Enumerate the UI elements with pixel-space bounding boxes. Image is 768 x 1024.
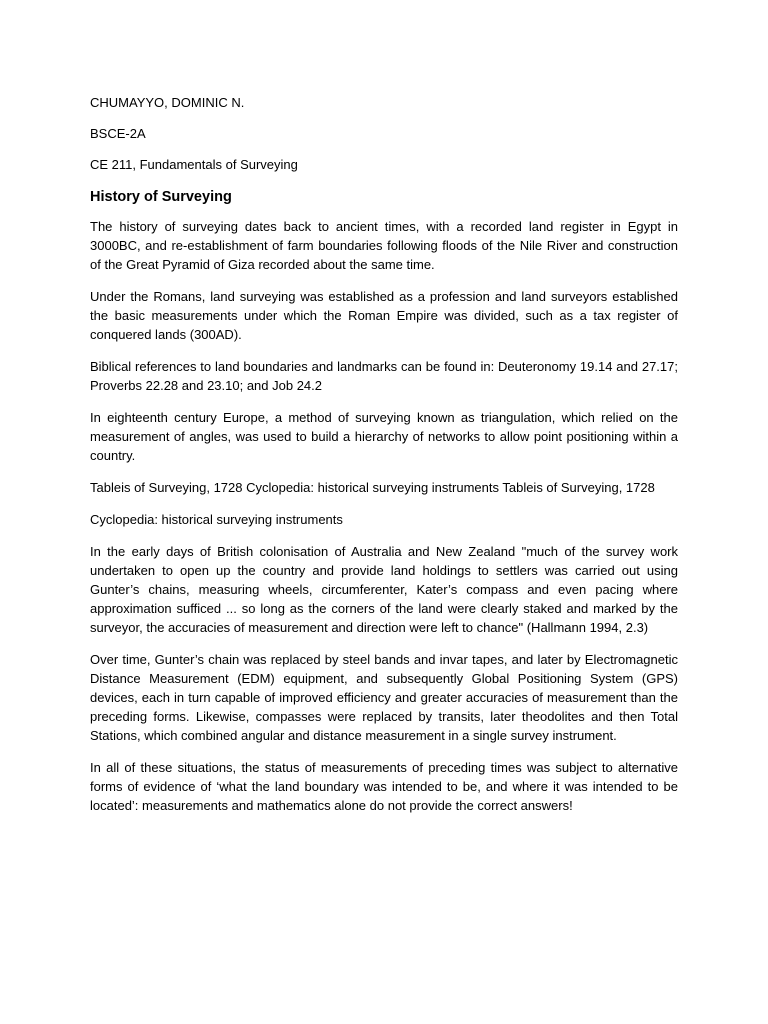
document-title: History of Surveying bbox=[90, 189, 232, 205]
paragraph: In eighteenth century Europe, a method of surveying known as triangulation, which relied on the measurement of angles, was used to build a hierarchy of networks to allow point positioning within a country. bbox=[90, 410, 678, 463]
author-name: CHUMAYYO, DOMINIC N. bbox=[90, 95, 245, 110]
paragraph: Cyclopedia: historical surveying instruments bbox=[90, 512, 343, 527]
paragraph: Tableis of Surveying, 1728 Cyclopedia: historical surveying instruments Tableis of Surveying, 1728 bbox=[90, 480, 655, 495]
paragraph: Over time, Gunter’s chain was replaced by steel bands and invar tapes, and later by Electromagnetic Distance Measurement (EDM) equipment, and subsequently Global Positioning System (GPS) devices, each in turn capable of improved efficiency and greater accuracies of measurement than the preceding forms. Likewise, compasses were replaced by transits, later theodolites and then Total Stations, which combined angular and distance measurement in a single survey instrument. bbox=[90, 652, 678, 743]
section-label: BSCE-2A bbox=[90, 126, 146, 141]
paragraph: In all of these situations, the status of measurements of preceding times was subject to alternative forms of evidence of ‘what the land boundary was intended to be, and where it was intended to be located’: measurements and mathematics alone do not provide the correct answers! bbox=[90, 760, 678, 813]
course-label: CE 211, Fundamentals of Surveying bbox=[90, 157, 298, 172]
paragraph: The history of surveying dates back to ancient times, with a recorded land register in Egypt in 3000BC, and re-establishment of farm boundaries following floods of the Nile River and construction of the Great Pyramid of Giza recorded about the same time. bbox=[90, 219, 678, 272]
paragraph: Under the Romans, land surveying was established as a profession and land surveyors established the basic measurements under which the Roman Empire was divided, such as a tax register of conquered lands (300AD). bbox=[90, 289, 678, 342]
paragraph: In the early days of British colonisation of Australia and New Zealand "much of the survey work undertaken to open up the country and provide land holdings to settlers was carried out using Gunter’s chains, measuring wheels, circumferenter, Kater’s compass and even pacing where approximation sufficed ... so long as the corners of the land were clearly staked and marked by the surveyor, the accuracies of measurement and direction were left to chance" (Hallmann 1994, 2.3) bbox=[90, 544, 678, 635]
paragraph: Biblical references to land boundaries and landmarks can be found in: Deuteronomy 19.14 and 27.17; Proverbs 22.28 and 23.10; and Job 24.2 bbox=[90, 359, 678, 393]
